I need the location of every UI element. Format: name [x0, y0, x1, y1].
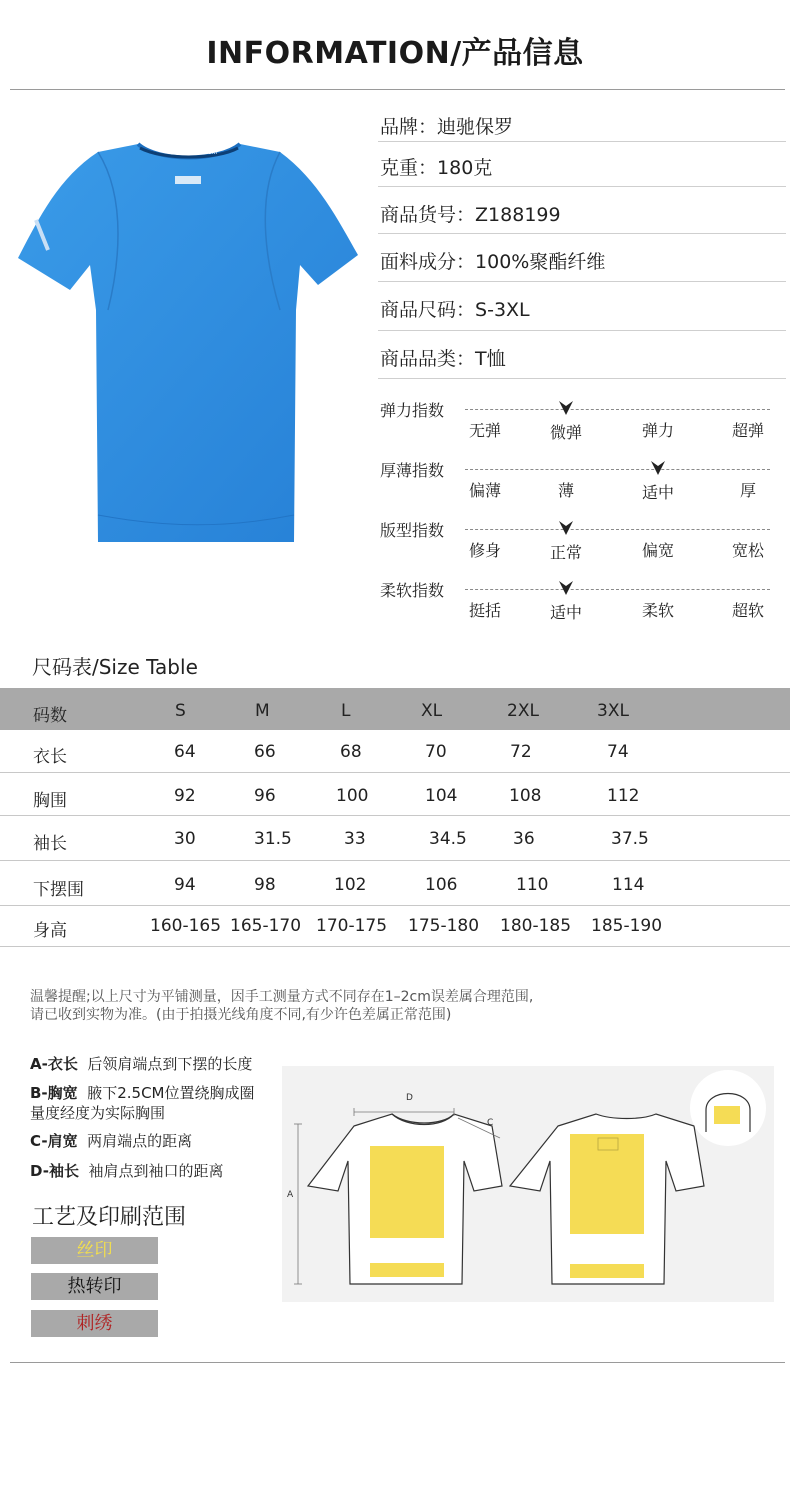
spec-category: 商品品类：T恤	[380, 348, 506, 370]
table-row-divider	[0, 772, 790, 773]
table-cell: 106	[425, 875, 458, 895]
front-hem-print-area	[370, 1263, 444, 1277]
index-option: 无弹	[468, 421, 501, 440]
table-cell: 170-175	[316, 916, 388, 936]
table-cell: 36	[513, 829, 535, 849]
table-cell: 102	[334, 875, 367, 895]
index-option: 弹力	[641, 421, 674, 440]
table-cell: 104	[425, 786, 458, 806]
index-option: 柔软	[641, 601, 674, 620]
spec-label: 品牌	[380, 116, 419, 138]
table-row-label: 下摆围	[33, 880, 84, 900]
index-option: 薄	[557, 481, 574, 500]
table-row-label: 衣长	[33, 747, 67, 767]
measure-d	[30, 1161, 224, 1181]
table-cell: 175-180	[408, 916, 480, 936]
front-print-area	[370, 1146, 444, 1238]
index-scale-line	[465, 589, 770, 590]
measure-key: D-袖长	[30, 1162, 79, 1180]
craft-label: 刺绣	[76, 1313, 113, 1334]
craft-label: 丝印	[76, 1240, 113, 1261]
index-option: 宽松	[731, 541, 764, 560]
index-option: 偏薄	[468, 481, 501, 500]
back-hem-print-area	[570, 1264, 644, 1278]
back-print-area	[570, 1134, 644, 1234]
index-label: 柔软指数	[380, 581, 445, 600]
table-cell: 92	[174, 786, 196, 806]
table-row-divider	[0, 905, 790, 906]
table-cell: 37.5	[611, 829, 649, 849]
table-cell: 165-170	[230, 916, 302, 936]
spec-fabric: 面料成分：100%聚酯纤维	[380, 251, 606, 273]
page-title: INFORMATION/产品信息	[206, 36, 584, 71]
index-option: 超弹	[731, 421, 764, 440]
index-option: 适中	[641, 483, 674, 502]
table-cell: 64	[174, 742, 196, 762]
table-cell: 98	[254, 875, 276, 895]
spec-value: Z188199	[475, 204, 561, 226]
divider	[378, 330, 786, 331]
notice-line: 请已收到实物为准。(由于拍摄光线角度不同,有少许色差属正常范围)	[30, 1007, 452, 1023]
table-cell: 100	[336, 786, 369, 806]
measure-desc: 后领肩端点到下摆的长度	[87, 1055, 253, 1073]
measure-desc: 袖肩点到袖口的距离	[88, 1162, 224, 1180]
table-cell: 180-185	[500, 916, 572, 936]
spec-brand: 品牌：迪驰保罗	[380, 116, 514, 138]
table-header-cell: 3XL	[597, 701, 629, 721]
table-cell: 30	[174, 829, 196, 849]
craft-label: 热转印	[67, 1276, 122, 1297]
measure-key: C-肩宽	[30, 1132, 78, 1150]
index-scale-line	[465, 529, 770, 530]
table-row-label: 袖长	[33, 834, 67, 854]
measurement-diagram	[282, 1066, 774, 1302]
table-cell: 31.5	[254, 829, 292, 849]
size-table-title: 尺码表/Size Table	[32, 655, 198, 679]
table-row-label: 身高	[33, 921, 67, 941]
spec-label: 商品尺码	[380, 299, 457, 321]
craft-silkscreen	[31, 1237, 158, 1264]
measure-c	[30, 1131, 192, 1151]
index-label: 厚薄指数	[380, 461, 445, 480]
table-row-divider	[0, 860, 790, 861]
craft-embroidery	[31, 1310, 158, 1337]
measurement-notice	[30, 988, 730, 1024]
header-divider	[10, 89, 785, 90]
table-cell: 70	[425, 742, 447, 762]
index-option: 偏宽	[641, 541, 674, 560]
table-header-cell: S	[175, 701, 186, 721]
collar-print: FASHION SPORT	[178, 150, 218, 156]
table-cell: 160-165	[150, 916, 222, 936]
dim-label-a: A	[287, 1190, 294, 1200]
index-option: 修身	[468, 541, 501, 560]
table-cell: 112	[607, 786, 640, 806]
index-option: 挺括	[468, 601, 501, 620]
table-cell: 94	[174, 875, 196, 895]
spec-size: 商品尺码：S-3XL	[380, 299, 530, 321]
spec-value: 迪驰保罗	[437, 116, 514, 138]
index-scale-line	[465, 469, 770, 470]
table-header-cell: 码数	[33, 706, 67, 726]
index-label: 版型指数	[380, 521, 445, 540]
spec-value: 100%聚酯纤维	[475, 251, 606, 273]
table-cell: 185-190	[591, 916, 663, 936]
table-cell: 110	[516, 875, 549, 895]
table-row-divider	[0, 815, 790, 816]
divider	[378, 186, 786, 187]
index-option: 超软	[731, 601, 764, 620]
table-header-cell: M	[255, 701, 270, 721]
index-option: 正常	[549, 543, 582, 562]
table-cell: 74	[607, 742, 629, 762]
collar-print-area	[714, 1106, 740, 1124]
notice-line: 温馨提醒;以上尺寸为平铺测量，因手工测量方式不同存在1–2cm误差属合理范围,	[30, 989, 534, 1005]
spec-label: 商品品类	[380, 348, 457, 370]
index-option: 微弹	[549, 423, 582, 442]
spec-value: S-3XL	[475, 299, 530, 321]
table-cell: 108	[509, 786, 542, 806]
dim-label-d: D	[406, 1093, 413, 1103]
table-row-label: 胸围	[33, 791, 67, 811]
spec-label: 面料成分	[380, 251, 457, 273]
divider	[378, 141, 786, 142]
table-row-divider	[0, 946, 790, 947]
table-header-cell: L	[341, 701, 351, 721]
index-option: 厚	[739, 481, 756, 500]
index-option: 适中	[549, 603, 582, 622]
spec-label: 克重	[380, 157, 419, 179]
blue-tshirt-image	[18, 130, 378, 545]
craft-title: 工艺及印刷范围	[32, 1205, 187, 1230]
spec-value: 180克	[437, 157, 493, 179]
table-cell: 114	[612, 875, 645, 895]
measure-desc: 两肩端点的距离	[87, 1132, 193, 1150]
product-photo	[18, 130, 378, 545]
index-scale-line	[465, 409, 770, 410]
divider	[378, 281, 786, 282]
index-label: 弹力指数	[380, 401, 445, 420]
spec-item-number: 商品货号：Z188199	[380, 204, 561, 226]
measure-desc: 腋下2.5CM位置绕胸成圈	[87, 1084, 255, 1102]
divider	[378, 233, 786, 234]
table-cell: 66	[254, 742, 276, 762]
measure-a	[30, 1054, 252, 1074]
table-cell: 68	[340, 742, 362, 762]
table-cell: 33	[344, 829, 366, 849]
spec-value: T恤	[475, 348, 506, 370]
craft-heat-transfer	[31, 1273, 158, 1300]
measure-b	[30, 1083, 290, 1123]
table-header-cell: 2XL	[507, 701, 539, 721]
divider	[378, 378, 786, 379]
dim-label-c: C	[487, 1118, 494, 1128]
spec-label: 商品货号	[380, 204, 457, 226]
spec-weight: 克重：180克	[380, 157, 493, 179]
measure-key: A-衣长	[30, 1055, 78, 1073]
measure-key: B-胸宽	[30, 1084, 78, 1102]
table-cell: 96	[254, 786, 276, 806]
measure-desc-2: 量度经度为实际胸围	[30, 1104, 166, 1122]
footer-divider	[10, 1362, 785, 1363]
size-table-header	[0, 688, 790, 730]
table-cell: 34.5	[429, 829, 467, 849]
table-header-cell: XL	[421, 701, 443, 721]
table-cell: 72	[510, 742, 532, 762]
